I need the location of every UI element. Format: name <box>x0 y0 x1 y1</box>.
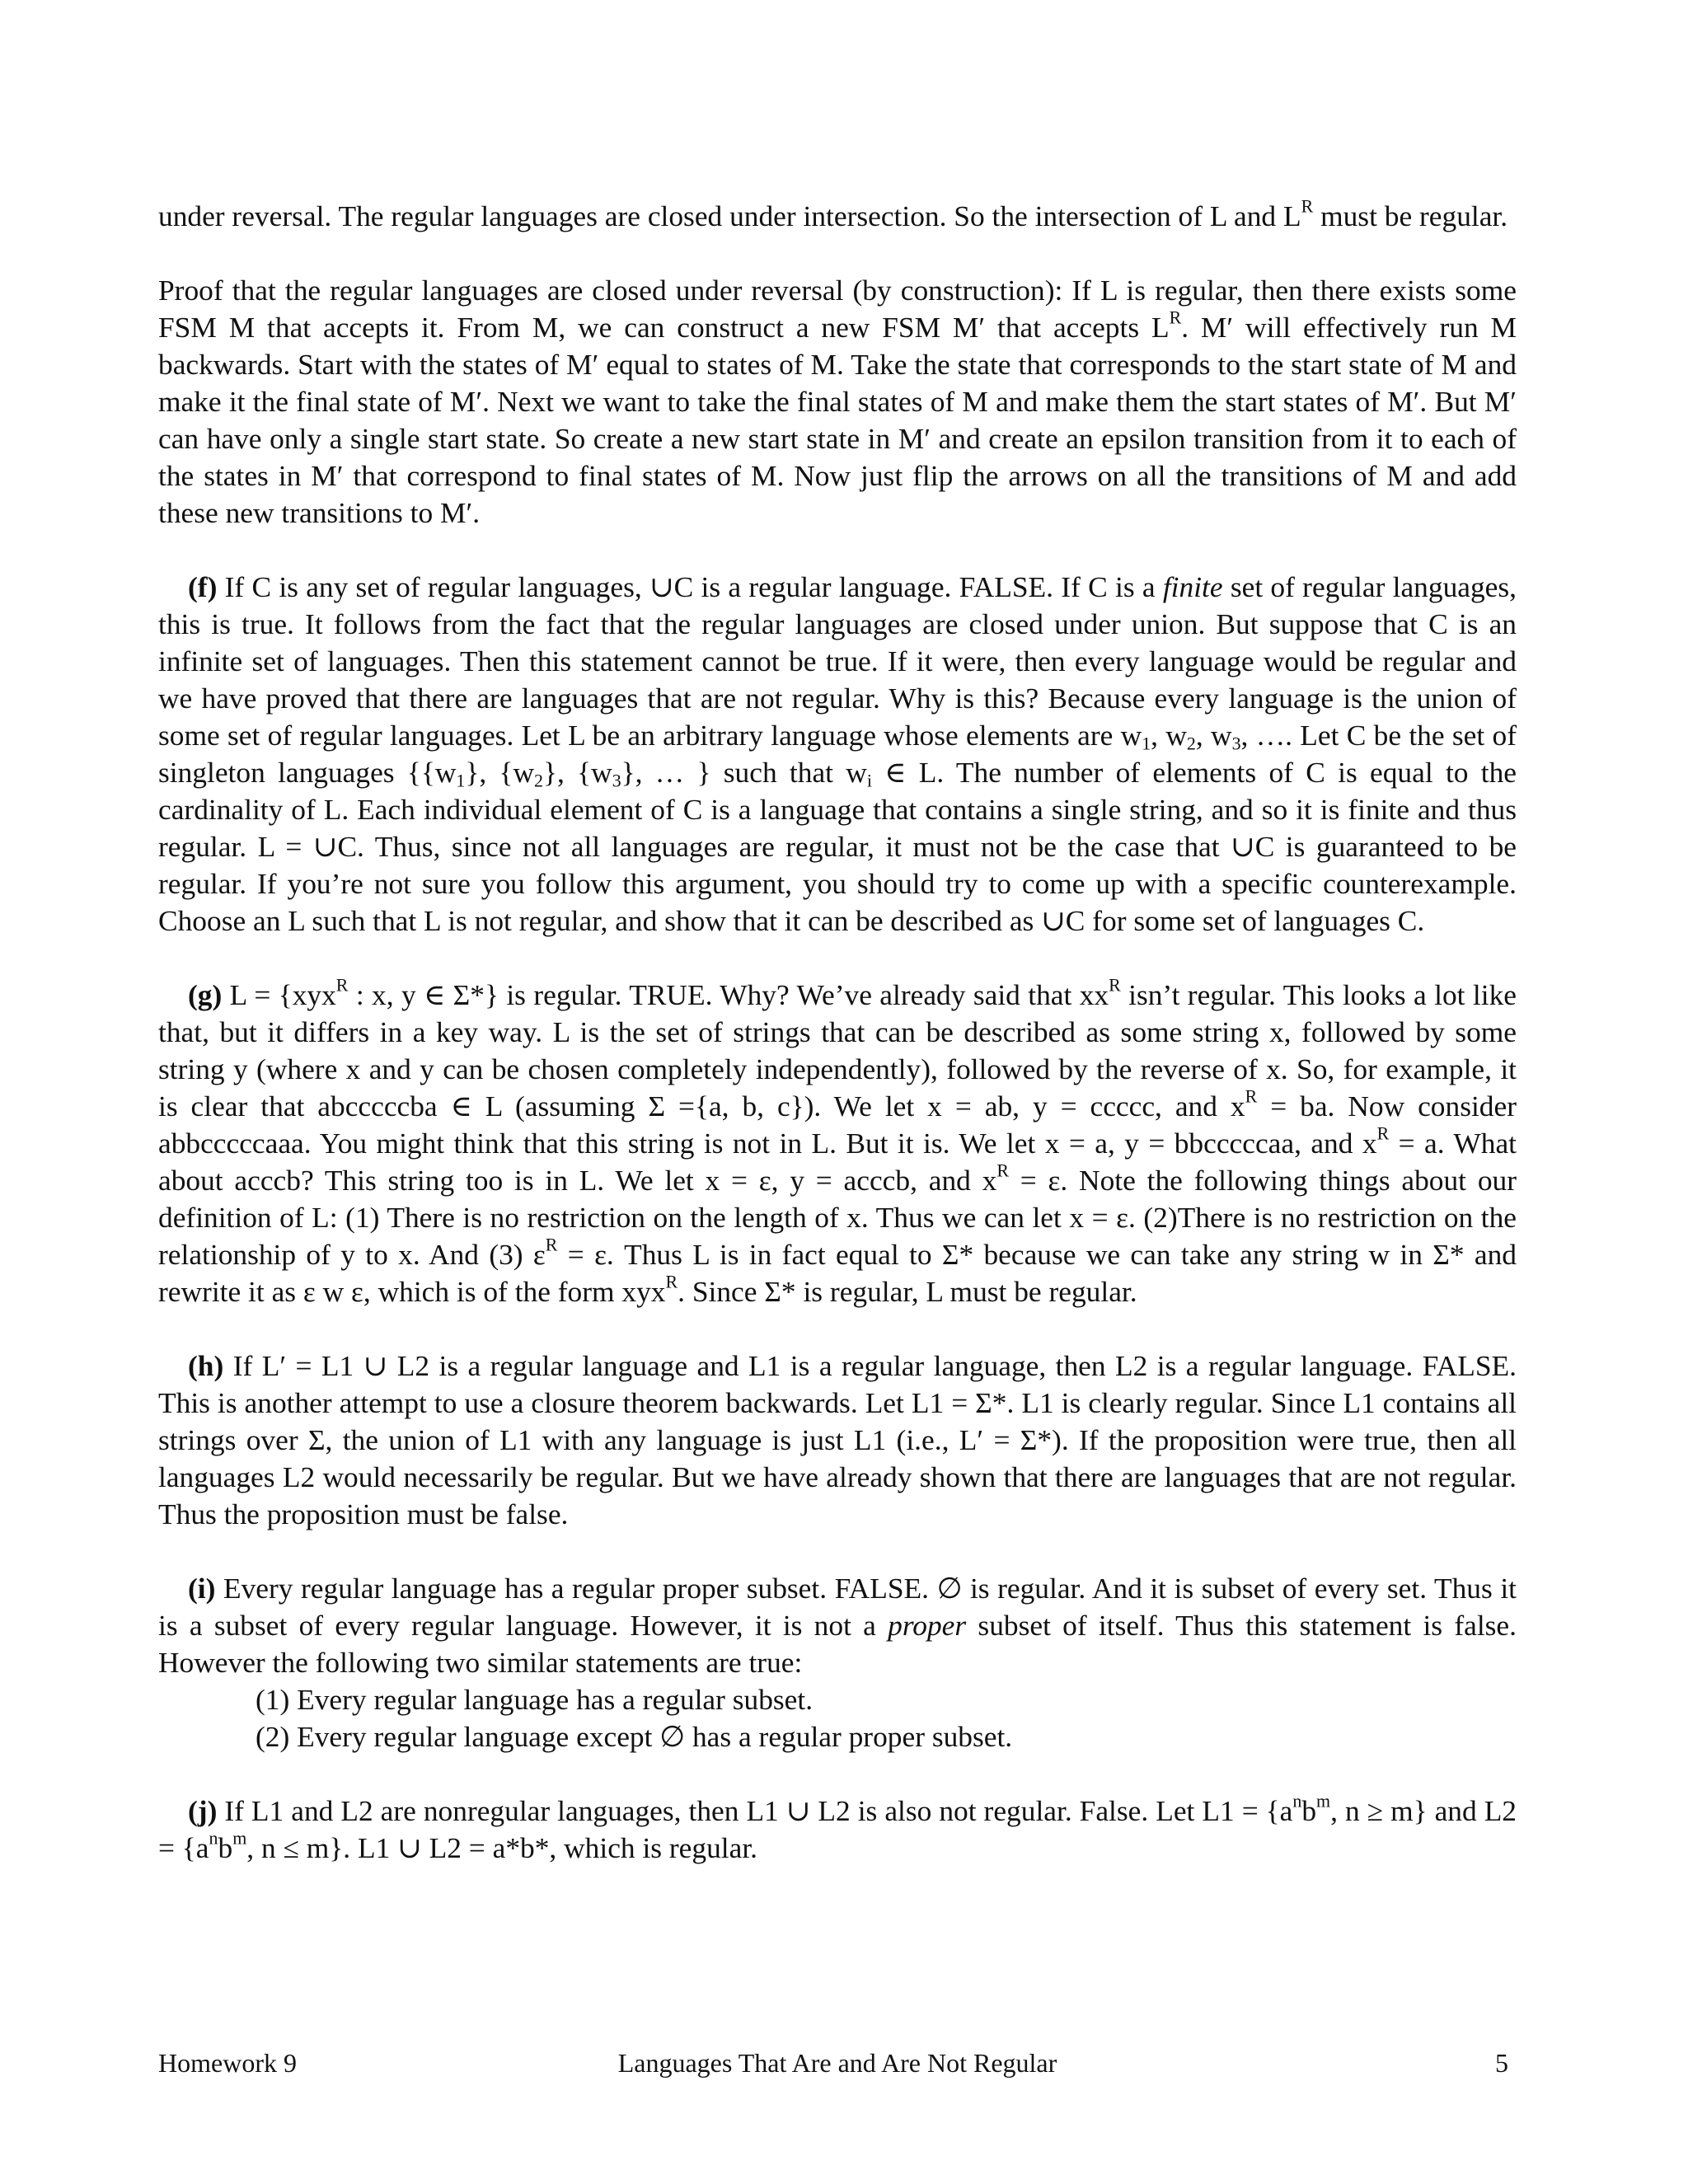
page-footer <box>158 2045 1517 2082</box>
item-i-label: (i) <box>188 1572 216 1605</box>
item-h-paragraph: (h) If L′ = L1 ∪ L2 is a regular language and L1 is a regular language, then L2 is a regular language. FALSE. This is another attempt to use a closure theorem backwards. Let L1 = Σ*. L1 is clearly regular. Since L1 contains all strings over Σ, the union of L1 with any language is just L1 (i.e., L′ = Σ*). If the proposition were true, then all languages L2 would necessarily be regular. But we have already shown that there are languages that are not regular. Thus the proposition must be false. <box>158 1349 1517 1530</box>
item-g-paragraph: (g) L = {xyx$^R$ : x, y ∈ Σ*} is regular. TRUE. Why? We’ve already said that $xx^R$ isn’t regular. This looks a lot like that, but it differs in a key way. L is the set of strings that can be described as some string x, followed by some string y (where x and y can be chosen completely independently), followed by the reverse of x. So, for example, it is clear that abcccccba ∈ L (assuming Σ ={a, b, c}). We let x = ab, y = ccccc, and $x^R$ = ba. Now consider abbcccccaaa. You might think that this string is not in L. But it is. We let x = a, y = bbcccccaa, and $x^R = a$. What about acccb? This string too is in L. We let x = ε, y = acccb, and $x^R = \varepsilon$. Note the following things about our definition of L: (1) There is no restriction on the length of x. Thus we can let x = ε. (2)There is no restriction on the relationship of y to x. And (3) $\varepsilon^R = \varepsilon$. Thus L is in fact equal to Σ* because we can take any string w in Σ* and rewrite it as ε w ε, which is of the form xyx$^R$. Since Σ* is regular, L must be regular. <box>158 974 1517 1308</box>
list-item: (1) Every regular language has a regular subset. <box>256 1683 814 1716</box>
item-j-paragraph: (j) If L1 and L2 are nonregular languages, then L1 ∪ L2 is also not regular. False. Let $L1 = \{a^nb^m$, n ≥ m} and $L2 = \{a^nb^m$, n ≤ m}. L1 ∪ L2 = a*b*, which is regular. <box>158 1790 1517 1864</box>
item-g-label: (g) <box>188 978 223 1011</box>
footer-course-label: Homework 9 <box>158 2048 297 2078</box>
footer-title: Languages That Are and Are Not Regular <box>617 2048 1057 2078</box>
item-f-paragraph: (f) If C is any set of regular languages, ∪C is a regular language. FALSE. If C is a finite set of regular languages, this is true. It follows from the fact that the regular languages are closed under union. But suppose that C is an infinite set of languages. Then this statement cannot be true. If it were, then every language would be regular and we have proved that there are languages that are not regular. Why is this? Because every language is the union of some set of regular languages. Let L be an arbitrary language whose elements are $w_1$, $w_2$, $w_3$, …. Let C be the set of singleton languages {$\{w_1\}$, $\{w_2\}$, $\{w_3\}$, … } such that $w_i$ ∈ L. The number of elements of C is equal to the cardinality of L. Each individual element of C is a language that contains a single string, and so it is finite and thus regular. L = ∪C. Thus, since not all languages are regular, it must not be the case that ∪C is guaranteed to be regular. If you’re not sure you follow this argument, you should try to come up with a specific counterexample. Choose an L such that L is not regular, and show that it can be described as ∪C for some set of languages C. <box>158 570 1517 937</box>
item-i-list <box>158 1681 1517 1755</box>
item-f-label: (f) <box>188 570 218 603</box>
reversal-proof-paragraph: Proof that the regular languages are closed under reversal (by construction): If L is regular, then there exists some FSM M that accepts it. From M, we can construct a new FSM M′ that accepts $L^R$. M′ will effectively run M backwards. Start with the states of M′ equal to states of M. Take the state that corresponds to the start state of M and make it the final state of M′. Next we want to take the final states of M and make them the start states of M′. But M′ can have only a single start state. So create a new start state in M′ and create an epsilon transition from it to each of the states in M′ that correspond to final states of M. Now just flip the arrows on all the transitions of M and add these new transitions to M′. <box>158 274 1517 529</box>
list-item: (2) Every regular language except ∅ has a regular proper subset. <box>256 1720 1013 1753</box>
page-number: 5 <box>1495 2048 1508 2078</box>
intro-paragraph: under reversal. The regular languages are closed under intersection. So the intersection of L and $L^R$ must be regular. <box>158 195 1508 232</box>
item-h-label: (h) <box>188 1349 224 1382</box>
item-i-paragraph: (i) Every regular language has a regular proper subset. FALSE. ∅ is regular. And it is subset of every set. Thus it is a subset of every regular language. However, it is not a proper subset of itself. Thus this statement is false. However the following two similar statements are true: <box>158 1572 1517 1679</box>
page-body <box>158 195 1517 1904</box>
item-j-label: (j) <box>188 1794 218 1827</box>
